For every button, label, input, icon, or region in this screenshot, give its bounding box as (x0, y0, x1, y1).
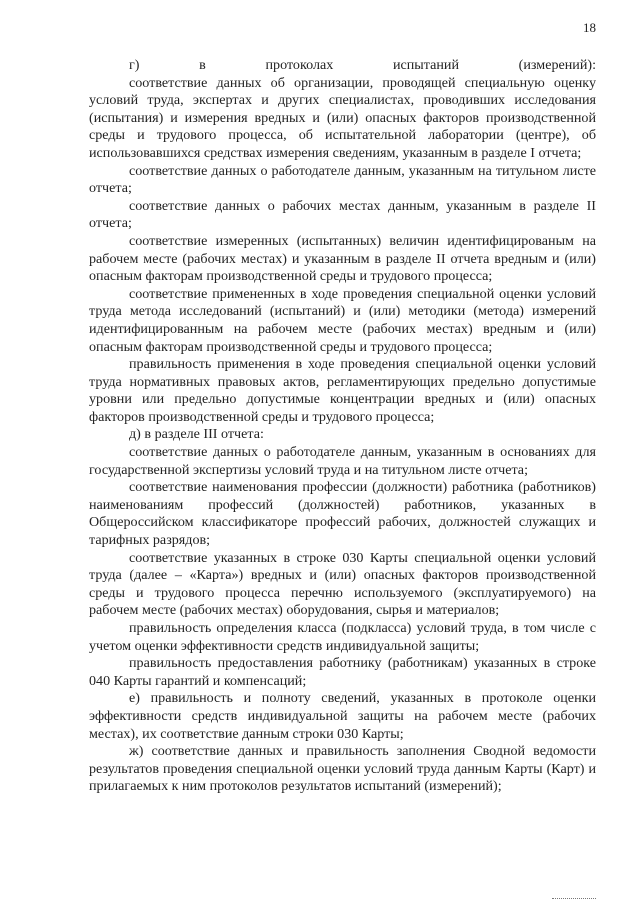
paragraph-regulatory-acts: правильность применения в ходе проведения специальной оценки условий труда нормативных правовых актов, регламентирующих предельно допустимые уровни или предельно допустимые концентрации вредных и (или) опасных факторов производственной среды и трудового процесса; (89, 356, 596, 425)
section-d-heading: д) в разделе III отчета: (129, 426, 264, 443)
paragraph-class-determination: правильность определения класса (подкласса) условий труда, в том числе с учетом оценки эффективности средств индивидуальной защиты; (89, 620, 596, 654)
section-e-paragraph: е) правильность и полноту сведений, указанных в протоколе оценки эффективности средств индивидуальной защиты на рабочем месте (рабочих местах), их соответствие данным строки 030 Карты; (89, 690, 596, 742)
paragraph-profession-names: соответствие наименования профессии (должности) работника (работников) наименованиям профессий (должностей) работников, указанных в Общероссийском классификаторе профессий рабочих, должностей служащих и тарифных разрядов; (89, 479, 596, 549)
paragraph-measured-values: соответствие измеренных (испытанных) величин идентифицированым на рабочем месте (рабочих местах) и указанным в разделе II отчета вредным и (или) опасным факторам производственной среды и трудового процесса; (89, 232, 596, 285)
paragraph-workplace-data: соответствие данных о рабочих местах данным, указанным в разделе II отчета; (89, 197, 596, 232)
paragraph-card-row-030: соответствие указанных в строке 030 Карты специальной оценки условий труда (далее – «Карта») вредных и (или) опасных факторов производственной среды и трудового процесса перечню используемого (эксплуатируемого) на рабочем месте (рабочих местах) оборудования, сырья и материалов; (89, 549, 596, 619)
section-zh-paragraph: ж) соответствие данных и правильность заполнения Сводной ведомости результатов проведения специальной оценки условий труда данным Карты (Карт) и прилагаемых к ним протоколов результатов испытаний (измерений); (89, 743, 596, 795)
page-number: 18 (583, 20, 596, 35)
bottom-divider (552, 898, 596, 899)
paragraph-employer-data: соответствие данных о работодателе данным, указанным на титульном листе отчета; (89, 162, 596, 197)
paragraph-research-methods: соответствие примененных в ходе проведения специальной оценки условий труда метода исследований (испытаний) и (или) методики (метода) измерений идентифицированным на рабочем месте (рабочих местах) вредным и (или) опасным факторам производственной среды и трудового процесса; (89, 285, 596, 355)
paragraph-employer-grounds: соответствие данных о работодателе данным, указанным в основаниях для государственной экспертизы условий труда и на титульном листе отчета; (89, 444, 596, 478)
paragraph-guarantees: правильность предоставления работнику (работникам) указанных в строке 040 Карты гарантий и компенсаций; (89, 655, 596, 689)
document-body (89, 57, 596, 796)
section-g-heading: г) в протоколах испытаний (измерений): (129, 57, 596, 73)
paragraph-organization-data: соответствие данных об организации, проводящей специальную оценку условий труда, экспертах и других специалистах, проводивших исследования (испытания) и измерения вредных и (или) опасных факторов производственной среды и трудового процесса, об испытательной лаборатории (центре), об использовавшихся средствах измерения сведениям, указанным в разделе I отчета; (89, 74, 596, 161)
